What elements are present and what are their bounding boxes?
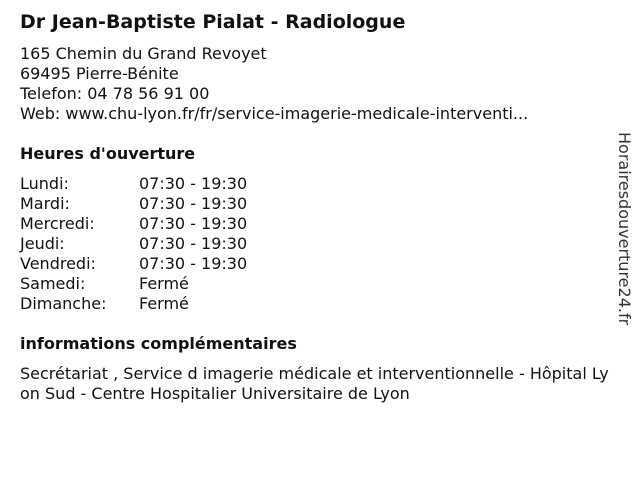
phone-number[interactable]: Telefon: 04 78 56 91 00 xyxy=(20,84,210,103)
day-label: Samedi: xyxy=(20,274,86,293)
address-block xyxy=(20,44,528,124)
time-value: 07:30 - 19:30 xyxy=(139,234,248,253)
hours-table xyxy=(20,174,320,314)
day-label: Jeudi: xyxy=(20,234,65,253)
time-value: 07:30 - 19:30 xyxy=(139,254,248,273)
day-label: Mardi: xyxy=(20,194,70,213)
street-address: 165 Chemin du Grand Revoyet xyxy=(20,44,267,63)
hours-row-tuesday xyxy=(20,194,320,214)
hours-row-sunday xyxy=(20,294,320,314)
page-title: Dr Jean-Baptiste Pialat - Radiologue xyxy=(20,11,406,33)
site-watermark: Horairesdouverture24.fr xyxy=(615,132,634,326)
website-link[interactable]: Web: www.chu-lyon.fr/fr/service-imagerie-medicale-interventi... xyxy=(20,104,529,123)
time-value: 07:30 - 19:30 xyxy=(139,174,248,193)
city-postal: 69495 Pierre-Bénite xyxy=(20,64,179,83)
day-label: Vendredi: xyxy=(20,254,96,273)
info-heading: informations complémentaires xyxy=(20,334,297,353)
day-label: Lundi: xyxy=(20,174,69,193)
hours-row-saturday xyxy=(20,274,320,294)
time-value: Fermé xyxy=(139,294,189,313)
hours-row-wednesday xyxy=(20,214,320,234)
hours-row-friday xyxy=(20,254,320,274)
time-value: Fermé xyxy=(139,274,189,293)
hours-row-thursday xyxy=(20,234,320,254)
day-label: Dimanche: xyxy=(20,294,107,313)
hours-row-monday xyxy=(20,174,320,194)
info-description: Secrétariat , Service d imagerie médicale et interventionnelle - Hôpital Lyon Sud - Centre Hospitalier Universitaire de Lyon xyxy=(20,364,609,403)
hours-heading: Heures d'ouverture xyxy=(20,144,196,163)
day-label: Mercredi: xyxy=(20,214,95,233)
time-value: 07:30 - 19:30 xyxy=(139,214,248,233)
side-brand-wrap xyxy=(612,132,636,344)
time-value: 07:30 - 19:30 xyxy=(139,194,248,213)
